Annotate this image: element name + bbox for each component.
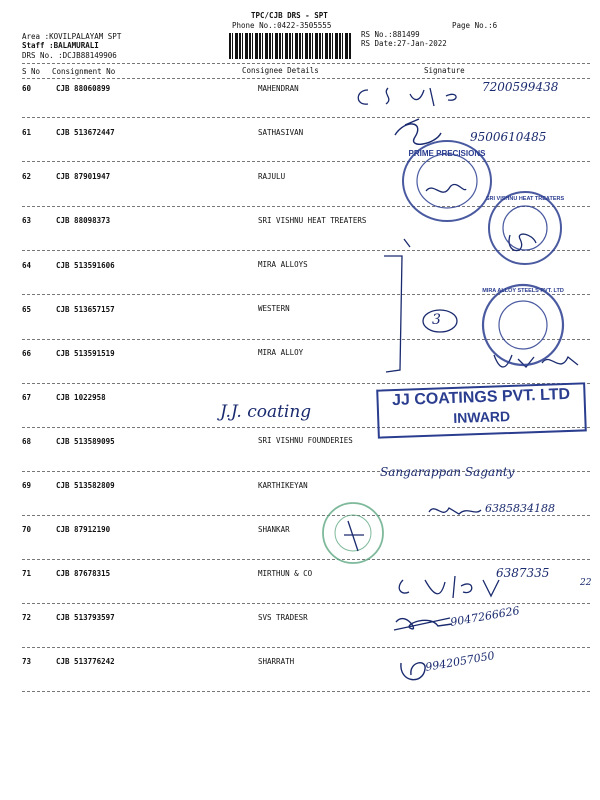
rs-date: RS Date:27-Jan-2022 <box>361 39 447 48</box>
circled-mark: 3 <box>432 312 441 328</box>
page-number: Page No.:6 <box>452 21 498 30</box>
row-sno: 71 <box>22 569 32 578</box>
handwritten-phone-72: 9047266626 <box>449 604 521 629</box>
row-sno: 73 <box>22 657 32 666</box>
drs-number: DRS No. :DCJB88149906 <box>22 51 117 60</box>
row-divider <box>22 161 590 162</box>
handwritten-extra-71: 22 <box>580 578 592 588</box>
row-consignment: CJB 88060899 <box>56 84 111 93</box>
row-consignee: WESTERN <box>258 304 290 313</box>
col-consignee: Consignee Details <box>242 66 319 75</box>
row-divider <box>22 559 590 560</box>
svg-text:MIRA ALLOY STEELS PVT. LTD: MIRA ALLOY STEELS PVT. LTD <box>482 288 564 294</box>
area-label: Area :KOVILPALAYAM SPT <box>22 32 122 41</box>
staff-label: Staff :BALAMURALI <box>22 41 99 50</box>
signature-row-72 <box>390 608 460 638</box>
jj-stamp-line2: INWARD <box>453 408 511 426</box>
signature-row-69b <box>425 498 485 522</box>
row-divider <box>22 647 590 648</box>
row-sno: 63 <box>22 216 32 225</box>
svg-text:PRIME PRECISIONS: PRIME PRECISIONS <box>408 149 486 158</box>
row-sno: 66 <box>22 349 32 358</box>
handwritten-phone-73: 9942057050 <box>424 649 496 674</box>
header-divider-bottom <box>22 78 590 79</box>
row-consignee: SHARRATH <box>258 657 295 666</box>
row-consignee: SRI VISHNU FOUNDERIES <box>258 436 353 445</box>
header-divider-top <box>22 63 590 64</box>
row-consignment: CJB 513589095 <box>56 437 115 446</box>
round-seal-stamp <box>318 495 388 570</box>
row-consignment: CJB 87901947 <box>56 172 111 181</box>
row-consignment: CJB 513776242 <box>56 657 115 666</box>
row-divider <box>22 515 590 516</box>
col-signature: Signature <box>424 66 465 75</box>
row-consignee: KARTHIKEYAN <box>258 481 308 490</box>
row-consignee: SRI VISHNU HEAT TREATERS <box>258 216 367 225</box>
jj-coatings-stamp <box>376 382 587 438</box>
row-sno: 70 <box>22 525 32 534</box>
row-sno: 67 <box>22 393 32 402</box>
sri-vishnu-stamp <box>485 188 565 268</box>
row-consignee: RAJULU <box>258 172 286 181</box>
row-consignment: CJB 87678315 <box>56 569 111 578</box>
phone-number: Phone No.:0422-3505555 <box>232 21 332 30</box>
row-consignment: CJB 513591519 <box>56 349 115 358</box>
row-consignment: CJB 513657157 <box>56 305 115 314</box>
row-divider <box>22 691 590 692</box>
handwritten-phone-61: 9500610485 <box>470 130 547 144</box>
svg-text:SRI VISHNU HEAT TREATERS: SRI VISHNU HEAT TREATERS <box>485 196 565 202</box>
circle-icon <box>420 308 460 334</box>
rs-number: RS No.:881499 <box>361 30 420 39</box>
row-sno: 65 <box>22 305 32 314</box>
jj-stamp-line1: JJ COATINGS PVT. LTD <box>391 385 571 410</box>
row-sno: 60 <box>22 84 32 93</box>
mira-alloy-stamp <box>478 280 568 370</box>
row-sno: 62 <box>22 172 32 181</box>
handwritten-name-69: Sangarappan Saganty <box>380 465 515 479</box>
row-consignee: MIRTHUN & CO <box>258 569 313 578</box>
col-sno: S No <box>22 67 41 76</box>
row-consignment: CJB 513793597 <box>56 613 115 622</box>
row-consignment: CJB 1022958 <box>56 393 106 402</box>
prime-precisions-stamp <box>397 136 497 226</box>
barcode <box>229 33 351 59</box>
row-consignee: SHANKAR <box>258 525 290 534</box>
handwritten-phone-69: 6385834188 <box>485 502 555 515</box>
col-consignment: Consignment No <box>52 67 116 76</box>
row-consignee: MIRA ALLOYS <box>258 260 308 269</box>
row-consignee: SATHASIVAN <box>258 128 304 137</box>
row-sno: 72 <box>22 613 32 622</box>
row-consignment: CJB 513591606 <box>56 261 115 270</box>
row-sno: 69 <box>22 481 32 490</box>
row-sno: 68 <box>22 437 32 446</box>
row-sno: 64 <box>22 261 32 270</box>
document-title: TPC/CJB DRS - SPT <box>251 11 328 20</box>
row-sno: 61 <box>22 128 32 137</box>
row-consignee: MIRA ALLOY <box>258 348 304 357</box>
handwritten-name-67: J.J. coating <box>220 402 312 422</box>
row-consignment: CJB 88098373 <box>56 216 111 225</box>
row-consignee: SVS TRADESR <box>258 613 308 622</box>
row-consignee: MAHENDRAN <box>258 84 299 93</box>
handwritten-phone-60: 7200599438 <box>482 80 559 94</box>
signature-row-60 <box>350 80 600 120</box>
row-consignment: CJB 87912190 <box>56 525 111 534</box>
handwritten-phone-71: 6387335 <box>496 566 550 580</box>
row-consignment: CJB 513582809 <box>56 481 115 490</box>
row-divider <box>22 383 590 384</box>
row-consignment: CJB 513672447 <box>56 128 115 137</box>
